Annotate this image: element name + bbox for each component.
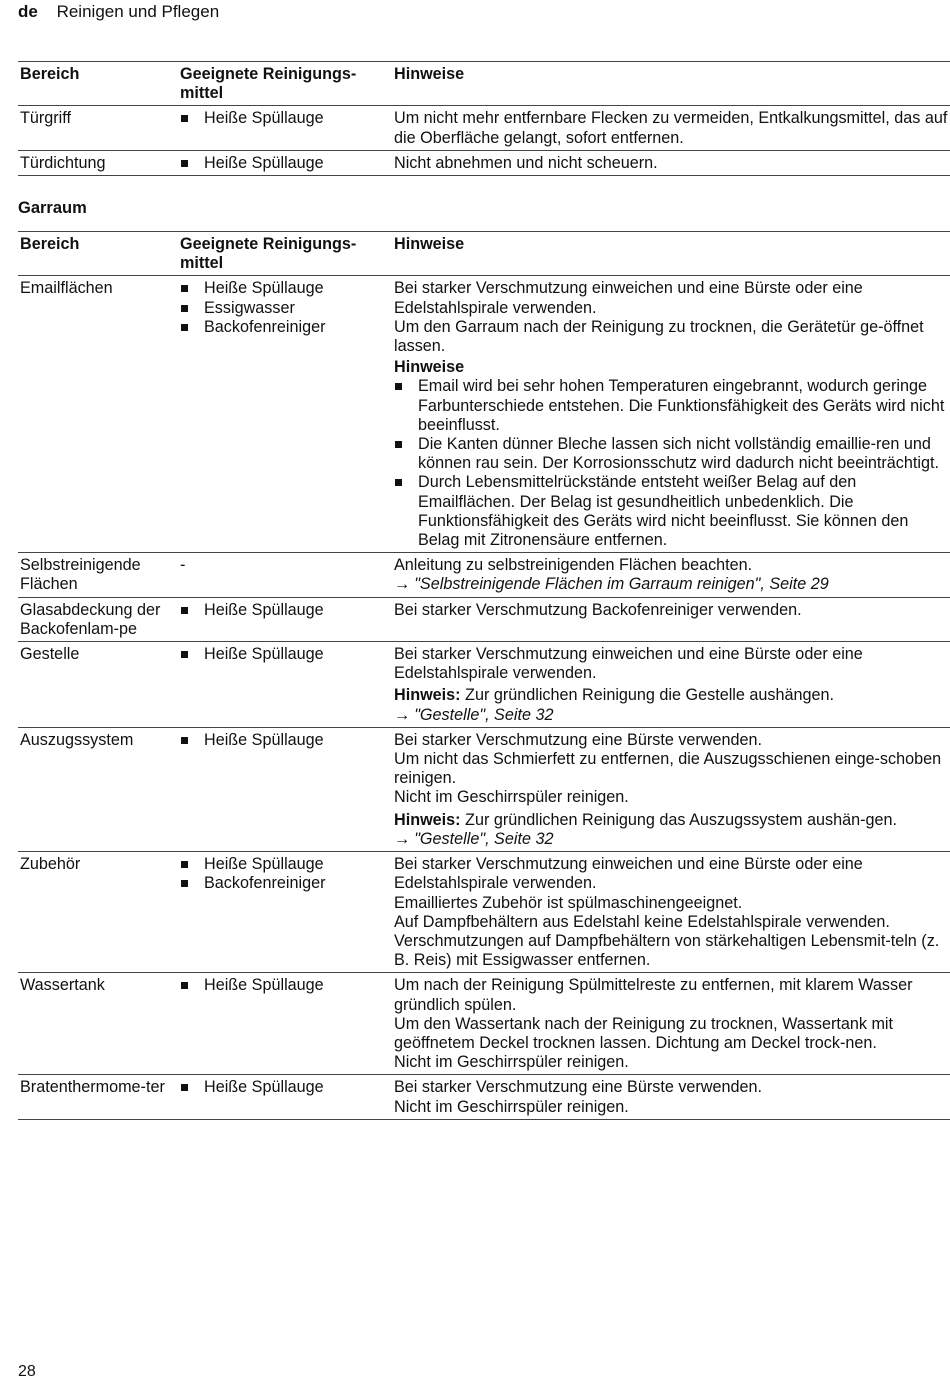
- table-row: [18, 973, 950, 1075]
- agents-cell: [178, 150, 392, 175]
- note-paragraph: Anleitung zu selbstreinigenden Flächen beachten.: [394, 556, 753, 575]
- agents-cell: [178, 106, 392, 150]
- area-cell: Türdichtung: [20, 153, 106, 172]
- area-cell: Glasabdeckung der Backofenlam-pe: [20, 600, 161, 638]
- hint-item: Email wird bei sehr hohen Temperaturen eingebrannt, wodurch geringe Farbunterschiede entstehen. Die Funktionsfähigkeit des Geräts wird nicht beeinflusst.: [394, 377, 948, 435]
- notes-cell: Bei starker Verschmutzung Backofenreiniger verwenden.: [394, 600, 802, 619]
- hint-paragraph: [394, 811, 948, 830]
- agent-item: Heiße Spüllauge: [180, 109, 390, 128]
- hint-label: Hinweis:: [394, 686, 461, 705]
- notes-cell: Um nicht mehr entfernbare Flecken zu vermeiden, Entkalkungsmittel, das auf die Oberfläche gelangt, sofort entfernen.: [394, 109, 948, 147]
- hint-title: Hinweise: [394, 358, 465, 377]
- col-header-area: Bereich: [20, 65, 80, 83]
- note-paragraph: Bei starker Verschmutzung einweichen und eine Bürste oder eine Edelstahlspirale verwenden.: [394, 279, 863, 317]
- agents-cell: [178, 727, 392, 851]
- agents-cell: [178, 1075, 392, 1119]
- note-paragraph: Auf Dampfbehältern aus Edelstahl keine Edelstahlspirale verwenden.: [394, 912, 890, 931]
- table-row: [18, 276, 950, 553]
- col-header-area: Bereich: [20, 235, 80, 253]
- agent-item: Heiße Spüllauge: [180, 279, 390, 298]
- hint-paragraph: [394, 686, 948, 705]
- notes-cell: [392, 1075, 950, 1119]
- reference-text: "Gestelle", Seite 32: [414, 705, 554, 724]
- cross-reference-link[interactable]: [394, 575, 948, 594]
- table-row: [18, 597, 950, 641]
- agents-cell: [178, 852, 392, 973]
- col-header-agents: Geeignete Reinigungs-mittel: [180, 65, 357, 103]
- page-header: [18, 2, 219, 21]
- page-number: 28: [18, 1363, 36, 1380]
- cross-reference-link[interactable]: [394, 830, 948, 849]
- table-row: [18, 150, 950, 175]
- note-paragraph: Bei starker Verschmutzung eine Bürste verwenden.: [394, 1078, 763, 1097]
- agent-item: Heiße Spüllauge: [180, 976, 390, 995]
- hint-item: Die Kanten dünner Bleche lassen sich nicht vollständig emaillie-ren und können rau sein. Der Korrosionsschutz wird dadurch nicht beeinträchtigt.: [394, 435, 948, 473]
- reference-text: "Gestelle", Seite 32: [414, 829, 554, 848]
- area-cell: Wassertank: [20, 976, 105, 995]
- note-paragraph: Um den Wassertank nach der Reinigung zu trocknen, Wassertank mit geöffnetem Deckel trocknen lassen. Dichtung am Deckel trock-nen.: [394, 1014, 894, 1052]
- notes-cell: [392, 852, 950, 973]
- agent-item: Backofenreiniger: [180, 318, 390, 337]
- note-paragraph: Nicht im Geschirrspüler reinigen.: [394, 1097, 629, 1116]
- note-paragraph: Nicht im Geschirrspüler reinigen.: [394, 788, 629, 807]
- hint-text: Zur gründlichen Reinigung das Auszugssystem aushän-gen.: [460, 810, 897, 829]
- table-row: [18, 642, 950, 728]
- note-paragraph: Bei starker Verschmutzung einweichen und eine Bürste oder eine Edelstahlspirale verwenden.: [394, 645, 863, 683]
- area-cell: Türgriff: [20, 109, 71, 128]
- note-paragraph: Nicht im Geschirrspüler reinigen.: [394, 1053, 629, 1072]
- agent-item: Backofenreiniger: [180, 874, 390, 893]
- hint-text: Zur gründlichen Reinigung die Gestelle aushängen.: [460, 686, 835, 705]
- area-cell: Emailflächen: [20, 279, 113, 298]
- note-paragraph: Bei starker Verschmutzung eine Bürste verwenden.: [394, 730, 763, 749]
- note-paragraph: Bei starker Verschmutzung einweichen und eine Bürste oder eine Edelstahlspirale verwenden.: [394, 855, 863, 893]
- cavity-cleaning-table: [18, 231, 950, 1120]
- chapter-title: Reinigen und Pflegen: [56, 2, 220, 21]
- table-row: [18, 727, 950, 851]
- area-cell: Auszugssystem: [20, 730, 134, 749]
- area-cell: Bratenthermome-ter: [20, 1078, 165, 1097]
- col-header-agents: Geeignete Reinigungs-mittel: [180, 235, 357, 273]
- area-cell: Selbstreinigende Flächen: [20, 556, 141, 594]
- agent-item: Essigwasser: [180, 299, 390, 318]
- agents-cell: [178, 276, 392, 553]
- hint-item: Durch Lebensmittelrückstände entsteht weißer Belag auf den Emailflächen. Der Belag ist gesundheitlich unbedenklich. Die Funktionsfähigkeit des Geräts wird nicht beeinflusst. Sie können den Belag mit Zitronensäure entfernen.: [394, 473, 948, 550]
- note-paragraph: Verschmutzungen auf Dampfbehältern von stärkehaltigen Lebensmit-teln (z. B. Reis) mit Essigwasser entfernen.: [394, 931, 940, 970]
- table-row: [18, 106, 950, 150]
- table-header-row: [18, 232, 950, 276]
- agent-item: Heiße Spüllauge: [180, 645, 390, 664]
- agent-item: Heiße Spüllauge: [180, 855, 390, 874]
- arrow-right-icon: →: [394, 705, 411, 724]
- hint-label: Hinweis:: [394, 810, 461, 829]
- col-header-notes: Hinweise: [394, 235, 465, 253]
- agents-cell: [178, 642, 392, 728]
- agents-cell: -: [180, 556, 186, 575]
- area-cell: Gestelle: [20, 645, 80, 664]
- table-row: [18, 1075, 950, 1119]
- cross-reference-link[interactable]: [394, 706, 948, 725]
- note-paragraph: Um nach der Reinigung Spülmittelreste zu entfernen, mit klarem Wasser gründlich spülen.: [394, 976, 913, 1014]
- notes-cell: [392, 553, 950, 597]
- section-title: Garraum: [18, 199, 87, 217]
- reference-text: "Selbstreinigende Flächen im Garraum reinigen", Seite 29: [414, 575, 829, 594]
- door-cleaning-table: [18, 61, 950, 176]
- arrow-right-icon: →: [394, 575, 411, 594]
- table-row: [18, 553, 950, 597]
- notes-cell: [392, 276, 950, 553]
- note-paragraph: Um nicht das Schmierfett zu entfernen, die Auszugsschienen einge-schoben reinigen.: [394, 750, 942, 788]
- agent-item: Heiße Spüllauge: [180, 731, 390, 750]
- agents-cell: [178, 973, 392, 1075]
- notes-cell: Nicht abnehmen und nicht scheuern.: [394, 153, 658, 172]
- table-row: [18, 852, 950, 973]
- note-paragraph: Emailliertes Zubehör ist spülmaschinengeeignet.: [394, 893, 743, 912]
- notes-cell: [392, 642, 950, 728]
- col-header-notes: Hinweise: [394, 65, 465, 83]
- agents-cell: [178, 597, 392, 641]
- agent-item: Heiße Spüllauge: [180, 154, 390, 173]
- table-header-row: [18, 62, 950, 106]
- arrow-right-icon: →: [394, 829, 411, 848]
- notes-cell: [392, 973, 950, 1075]
- area-cell: Zubehör: [20, 855, 81, 874]
- notes-cell: [392, 727, 950, 851]
- agent-item: Heiße Spüllauge: [180, 1078, 390, 1097]
- agent-item: Heiße Spüllauge: [180, 601, 390, 620]
- language-code: de: [18, 2, 38, 21]
- note-paragraph: Um den Garraum nach der Reinigung zu trocknen, die Gerätetür ge-öffnet lassen.: [394, 317, 924, 356]
